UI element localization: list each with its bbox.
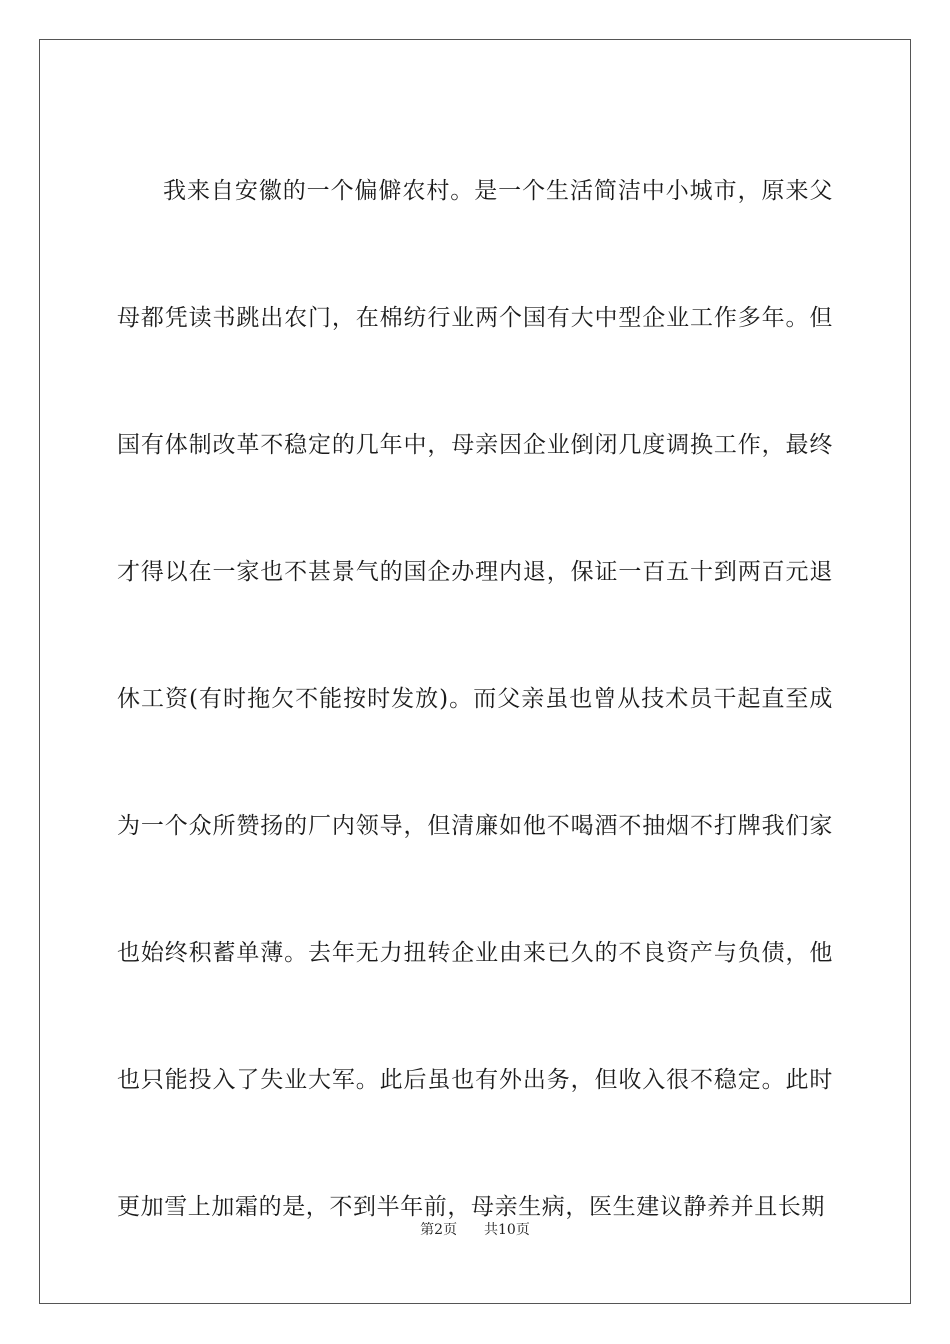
body-paragraph: 我来自安徽的一个偏僻农村。是一个生活简洁中小城市，原来父母都凭读书跳出农门，在棉纺行业两个国有大中型企业工作多年。但国有体制改革不稳定的几年中，母亲因企业倒闭几度调换工作，最终才得以在一家也不甚景气的国企办理内退，保证一百五十到两百元退休工资(有时拖欠不能按时发放)。而父亲虽也曾从技术员干起直至成为一个众所赞扬的厂内领导，但清廉如他不喝酒不抽烟不打牌我们家也始终积蓄单薄。去年无力扭转企业由来已久的不良资产与负债，他也只能投入了失业大军。此后虽也有外出务，但收入很不稳定。此时更加雪上加霜的是，不到半年前，母亲生病，医生建议静养并且长期 [117, 178, 833, 1220]
page-total: 共10页 [484, 1222, 530, 1238]
page-footer [0, 1220, 950, 1240]
page-number: 第2页 [420, 1222, 458, 1238]
